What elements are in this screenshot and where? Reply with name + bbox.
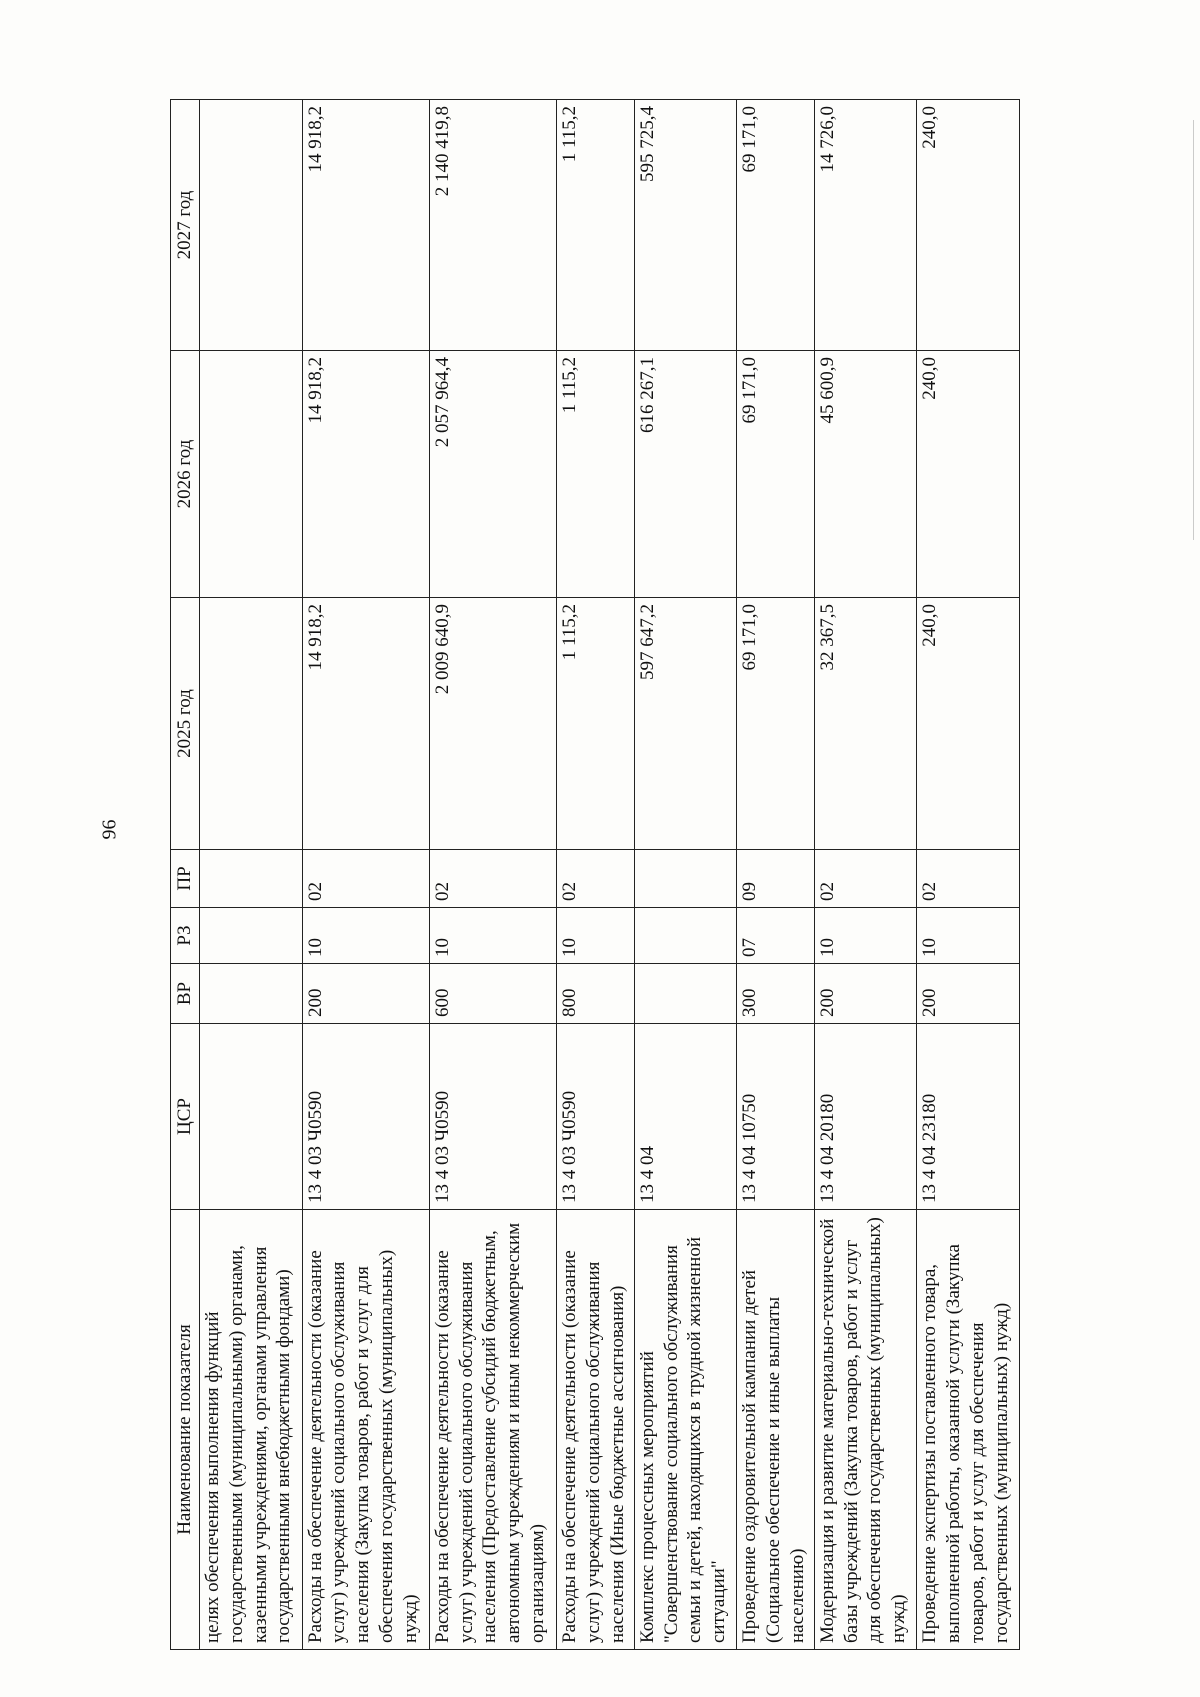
cell-2026: 1 115,2: [557, 351, 635, 598]
cell-rz: [634, 908, 737, 964]
table-row: [200, 100, 303, 1650]
cell-2026: 14 918,2: [302, 351, 429, 598]
cell-name: Комплекс процессных мероприятий "Совершенствование социального обслуживания семьи и детей, находящихся в трудной жизненной ситуации": [634, 1210, 737, 1650]
cell-csr: 13 4 04 20180: [814, 1024, 917, 1210]
cell-name: Расходы на обеспечение деятельности (оказание услуг) учреждений социального обслуживания населения (Предоставление субсидий бюджетным, автономным учреждениям и иным некоммерческим организациям): [429, 1210, 556, 1650]
cell-name: Модернизация и развитие материально-технической базы учреждений (Закупка товаров, работ и услуг для обеспечения государственных (муниципальных) нужд): [814, 1210, 917, 1650]
cell-2027: 1 115,2: [557, 100, 635, 351]
cell-2027: 14 726,0: [814, 100, 917, 351]
cell-name: целях обеспечения выполнения функций государственными (муниципальными) органами, казенными учреждениями, органами управления государственными внебюджетными фондами): [200, 1210, 303, 1650]
header-rz: РЗ: [171, 908, 200, 964]
cell-csr: 13 4 04 23180: [917, 1024, 1020, 1210]
cell-csr: 13 4 03 Ч0590: [557, 1024, 635, 1210]
cell-name: Расходы на обеспечение деятельности (оказание услуг) учреждений социального обслуживания населения (Иные бюджетные ассигнования): [557, 1210, 635, 1650]
cell-csr: 13 4 03 Ч0590: [429, 1024, 556, 1210]
cell-vr: 200: [814, 964, 917, 1024]
cell-vr: 200: [302, 964, 429, 1024]
cell-pr: 02: [917, 850, 1020, 908]
cell-rz: 10: [557, 908, 635, 964]
cell-2026: [200, 351, 303, 598]
header-pr: ПР: [171, 850, 200, 908]
cell-2027: [200, 100, 303, 351]
cell-name: Проведение экспертизы поставленного товара, выполненной работы, оказанной услуги (Закупка товаров, работ и услуг для обеспечения государственных (муниципальных) нужд): [917, 1210, 1020, 1650]
header-2025: 2025 год: [171, 598, 200, 850]
cell-name: Расходы на обеспечение деятельности (оказание услуг) учреждений социального обслуживания населения (Закупка товаров, работ и услуг для обеспечения государственных (муниципальных) нужд): [302, 1210, 429, 1650]
cell-2025: 240,0: [917, 598, 1020, 850]
header-2026: 2026 год: [171, 351, 200, 598]
cell-vr: [634, 964, 737, 1024]
cell-2027: 240,0: [917, 100, 1020, 351]
cell-2027: 595 725,4: [634, 100, 737, 351]
cell-csr: 13 4 04 10750: [737, 1024, 815, 1210]
page-number: 96: [98, 819, 121, 840]
scan-edge-line: [1193, 120, 1194, 540]
cell-2025: 597 647,2: [634, 598, 737, 850]
budget-table: [170, 99, 1020, 1650]
cell-rz: 10: [302, 908, 429, 964]
cell-csr: 13 4 04: [634, 1024, 737, 1210]
cell-rz: 07: [737, 908, 815, 964]
table-row: [814, 100, 917, 1650]
table-row: [429, 100, 556, 1650]
cell-rz: 10: [429, 908, 556, 964]
cell-vr: 200: [917, 964, 1020, 1024]
table-row: [557, 100, 635, 1650]
cell-2025: 69 171,0: [737, 598, 815, 850]
cell-2026: 69 171,0: [737, 351, 815, 598]
header-2027: 2027 год: [171, 100, 200, 351]
cell-vr: 300: [737, 964, 815, 1024]
cell-2027: 69 171,0: [737, 100, 815, 351]
cell-2026: 240,0: [917, 351, 1020, 598]
cell-2027: 2 140 419,8: [429, 100, 556, 351]
cell-rz: 10: [814, 908, 917, 964]
cell-2026: 45 600,9: [814, 351, 917, 598]
cell-pr: 02: [814, 850, 917, 908]
cell-vr: 800: [557, 964, 635, 1024]
table-row: [917, 100, 1020, 1650]
table-container: [170, 100, 1020, 1650]
cell-pr: [634, 850, 737, 908]
cell-pr: 02: [429, 850, 556, 908]
cell-rz: 10: [917, 908, 1020, 964]
header-vr: ВР: [171, 964, 200, 1024]
cell-pr: 02: [557, 850, 635, 908]
table-row: [634, 100, 737, 1650]
cell-2026: 616 267,1: [634, 351, 737, 598]
cell-rz: [200, 908, 303, 964]
cell-2027: 14 918,2: [302, 100, 429, 351]
header-csr: ЦСР: [171, 1024, 200, 1210]
cell-2026: 2 057 964,4: [429, 351, 556, 598]
table-header-row: [171, 100, 200, 1650]
header-name: Наименование показателя: [171, 1210, 200, 1650]
cell-csr: [200, 1024, 303, 1210]
cell-vr: 600: [429, 964, 556, 1024]
cell-pr: 02: [302, 850, 429, 908]
cell-vr: [200, 964, 303, 1024]
cell-2025: 14 918,2: [302, 598, 429, 850]
cell-2025: [200, 598, 303, 850]
cell-2025: 32 367,5: [814, 598, 917, 850]
cell-pr: [200, 850, 303, 908]
cell-pr: 09: [737, 850, 815, 908]
cell-name: Проведение оздоровительной кампании детей (Социальное обеспечение и иные выплаты населению): [737, 1210, 815, 1650]
table-row: [302, 100, 429, 1650]
cell-csr: 13 4 03 Ч0590: [302, 1024, 429, 1210]
cell-2025: 2 009 640,9: [429, 598, 556, 850]
cell-2025: 1 115,2: [557, 598, 635, 850]
table-row: [737, 100, 815, 1650]
